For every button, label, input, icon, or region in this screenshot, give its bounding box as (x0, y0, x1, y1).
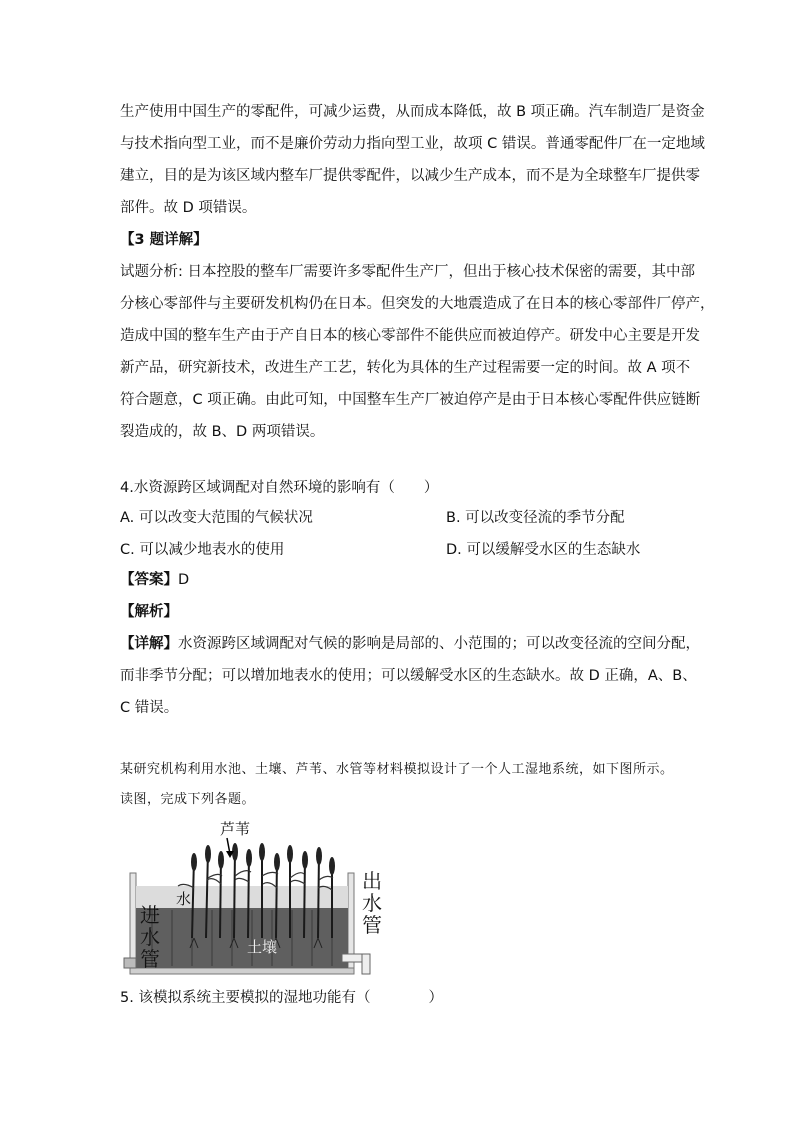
q4-option-a: A. 可以改变大范围的气候状况 (120, 510, 313, 526)
q2-line-1: 生产使用中国生产的零配件，可减少运费，从而成本降低，故 B 项正确。汽车制造厂是资金 (120, 104, 705, 120)
detail-line-2: 而非季节分配；可以增加地表水的使用；可以缓解受水区的生态缺水。故 D 正确，A、B、 (120, 668, 697, 684)
q3-line-4: 新产品，研究新技术，改进生产工艺，转化为具体的生产过程需要一定的时间。故 A 项不 (120, 360, 691, 376)
q4-stem: 4.水资源跨区域调配对自然环境的影响有（ ） (120, 480, 439, 496)
q3-line-5: 符合题意，C 项正确。由此可知，中国整车生产厂被迫停产是由于日本核心零配件供应链断 (120, 392, 701, 408)
outlet-char-2: 水 (362, 891, 382, 915)
intro-line-2: 读图，完成下列各题。 (120, 792, 256, 807)
label-water: 水 (176, 890, 192, 908)
inlet-char-1: 进 (140, 903, 160, 927)
q4-option-d: D. 可以缓解受水区的生态缺水 (446, 542, 641, 558)
label-soil: 土壤 (247, 938, 278, 956)
answer-tag: 【答案】 (120, 572, 178, 588)
label-reed: 芦苇 (220, 820, 251, 838)
label-outlet (362, 870, 382, 936)
q4-answer-row (120, 570, 189, 590)
q5-stem: 5. 该模拟系统主要模拟的湿地功能有（ ） (120, 990, 443, 1006)
analysis-tag: 【解析】 (120, 604, 178, 620)
q4-option-b: B. 可以改变径流的季节分配 (446, 510, 625, 526)
label-inlet (140, 904, 160, 970)
wetland-diagram (122, 818, 390, 978)
outlet-char-3: 管 (362, 913, 382, 937)
outlet-char-1: 出 (362, 869, 382, 893)
q3-heading: 【3 题详解】 (120, 232, 208, 248)
detail-text-1: 水资源跨区域调配对气候的影响是局部的、小范围的；可以改变径流的空间分配， (178, 636, 700, 652)
inlet-char-2: 水 (140, 925, 160, 949)
q2-line-3: 建立，目的是为该区域内整车厂提供零配件，以减少生产成本，而不是为全球整车厂提供零 (120, 168, 700, 184)
q3-line-6: 裂造成的，故 B、D 两项错误。 (120, 424, 325, 440)
q3-line-2: 分核心零部件与主要研发机构仍在日本。但突发的大地震造成了在日本的核心零部件厂停产， (120, 296, 715, 312)
detail-line-3: C 错误。 (120, 700, 179, 716)
detail-tag: 【详解】 (120, 636, 178, 652)
q2-line-2: 与技术指向型工业，而不是廉价劳动力指向型工业，故项 C 错误。普通零配件厂在一定地域 (120, 136, 705, 152)
q3-line-3: 造成中国的整车生产由于产自日本的核心零部件不能供应而被迫停产。研发中心主要是开发 (120, 328, 700, 344)
inlet-char-3: 管 (140, 947, 160, 971)
answer-value: D (178, 572, 190, 588)
q3-line-1: 试题分析: 日本控股的整车厂需要许多零配件生产厂，但出于核心技术保密的需要，其中部 (120, 264, 695, 280)
detail-line-1 (120, 634, 700, 654)
intro-line-1: 某研究机构利用水池、土壤、芦苇、水管等材料模拟设计了一个人工湿地系统，如下图所示。 (120, 762, 674, 777)
q2-line-4: 部件。故 D 项错误。 (120, 200, 257, 216)
q4-option-c: C. 可以减少地表水的使用 (120, 542, 285, 558)
